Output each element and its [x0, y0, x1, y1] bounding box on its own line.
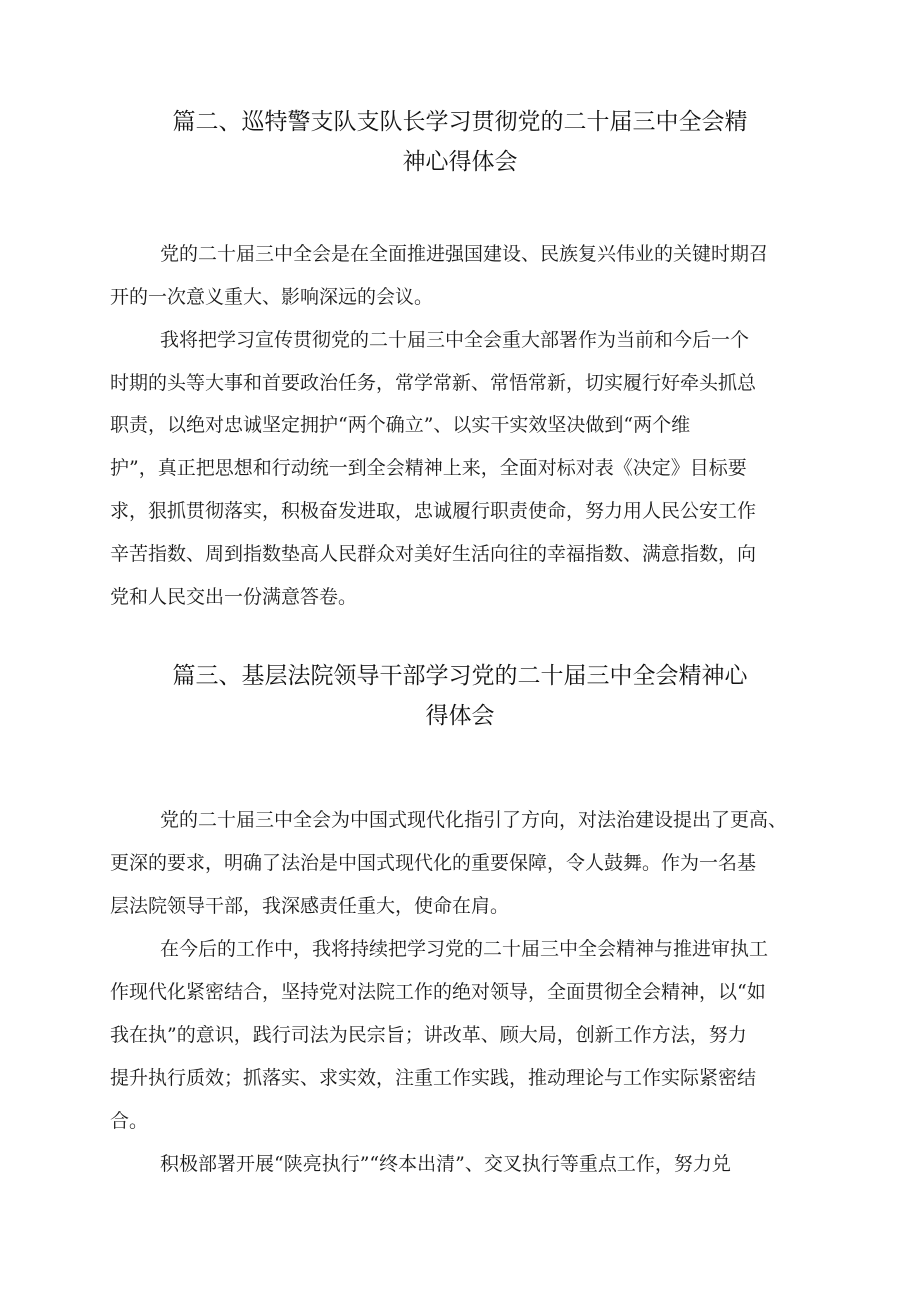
s3-p1-l2: 更深的要求，明确了法治是中国式现代化的重要保障，令人鼓舞。作为一名基: [110, 852, 757, 874]
s2-p1-l2: 开的一次意义重大、影响深远的会议。: [110, 286, 434, 308]
s2-p2-l7: 党和人民交出一份满意答卷。: [110, 586, 358, 608]
s3-p1-l3: 层法院领导干部，我深感责任重大，使命在肩。: [110, 895, 510, 917]
section2-title-line2: 神心得体会: [402, 149, 518, 175]
section3-title-line2: 得体会: [425, 703, 495, 729]
s3-p2-l4: 提升执行质效；抓落实、求实效，注重工作实践，推动理论与工作实际紧密结: [110, 1067, 757, 1089]
s3-p1-l1: 党的二十届三中全会为中国式现代化指引了方向，对法治建设提出了更高、: [160, 809, 788, 831]
section3-title-line1: 篇三、基层法院领导干部学习党的二十届三中全会精神心: [172, 663, 748, 689]
s2-p2-l4: 护”，真正把思想和行动统一到全会精神上来，全面对标对表《决定》目标要: [110, 457, 747, 479]
s3-p2-l3: 我在执”的意识，践行司法为民宗旨；讲改革、顾大局，创新工作方法，努力: [110, 1024, 747, 1046]
section2-title: [0, 102, 920, 182]
s2-p1-l1: 党的二十届三中全会是在全面推进强国建设、民族复兴伟业的关键时期召: [160, 243, 769, 265]
s2-p2-l5: 求，狠抓贯彻落实，积极奋发进取，忠诚履行职责使命，努力用人民公安工作: [110, 500, 757, 522]
s3-p2-l5: 合。: [110, 1110, 149, 1132]
s3-p2-l2: 作现代化紧密结合，坚持党对法院工作的绝对领导，全面贯彻全会精神，以“如: [110, 981, 766, 1003]
s2-p2-l6: 辛苦指数、周到指数垫高人民群众对美好生活向往的幸福指数、满意指数，向: [110, 543, 757, 565]
s2-p2-l1: 我将把学习宣传贯彻党的二十届三中全会重大部署作为当前和今后一个: [160, 329, 750, 351]
section3-title: [0, 656, 920, 736]
s2-p2-l3: 职责，以绝对忠诚坚定拥护“两个确立”、以实干实效坚决做到“两个维: [110, 414, 691, 436]
section2-title-line1: 篇二、巡特警支队支队长学习贯彻党的二十届三中全会精: [172, 109, 748, 135]
s3-p3-l1: 积极部署开展“陕亮执行”“终本出清”、交叉执行等重点工作，努力兑: [160, 1153, 731, 1175]
s2-p2-l2: 时期的头等大事和首要政治任务，常学常新、常悟常新，切实履行好牵头抓总: [110, 372, 757, 394]
s3-p2-l1: 在今后的工作中，我将持续把学习党的二十届三中全会精神与推进审执工: [160, 938, 769, 960]
